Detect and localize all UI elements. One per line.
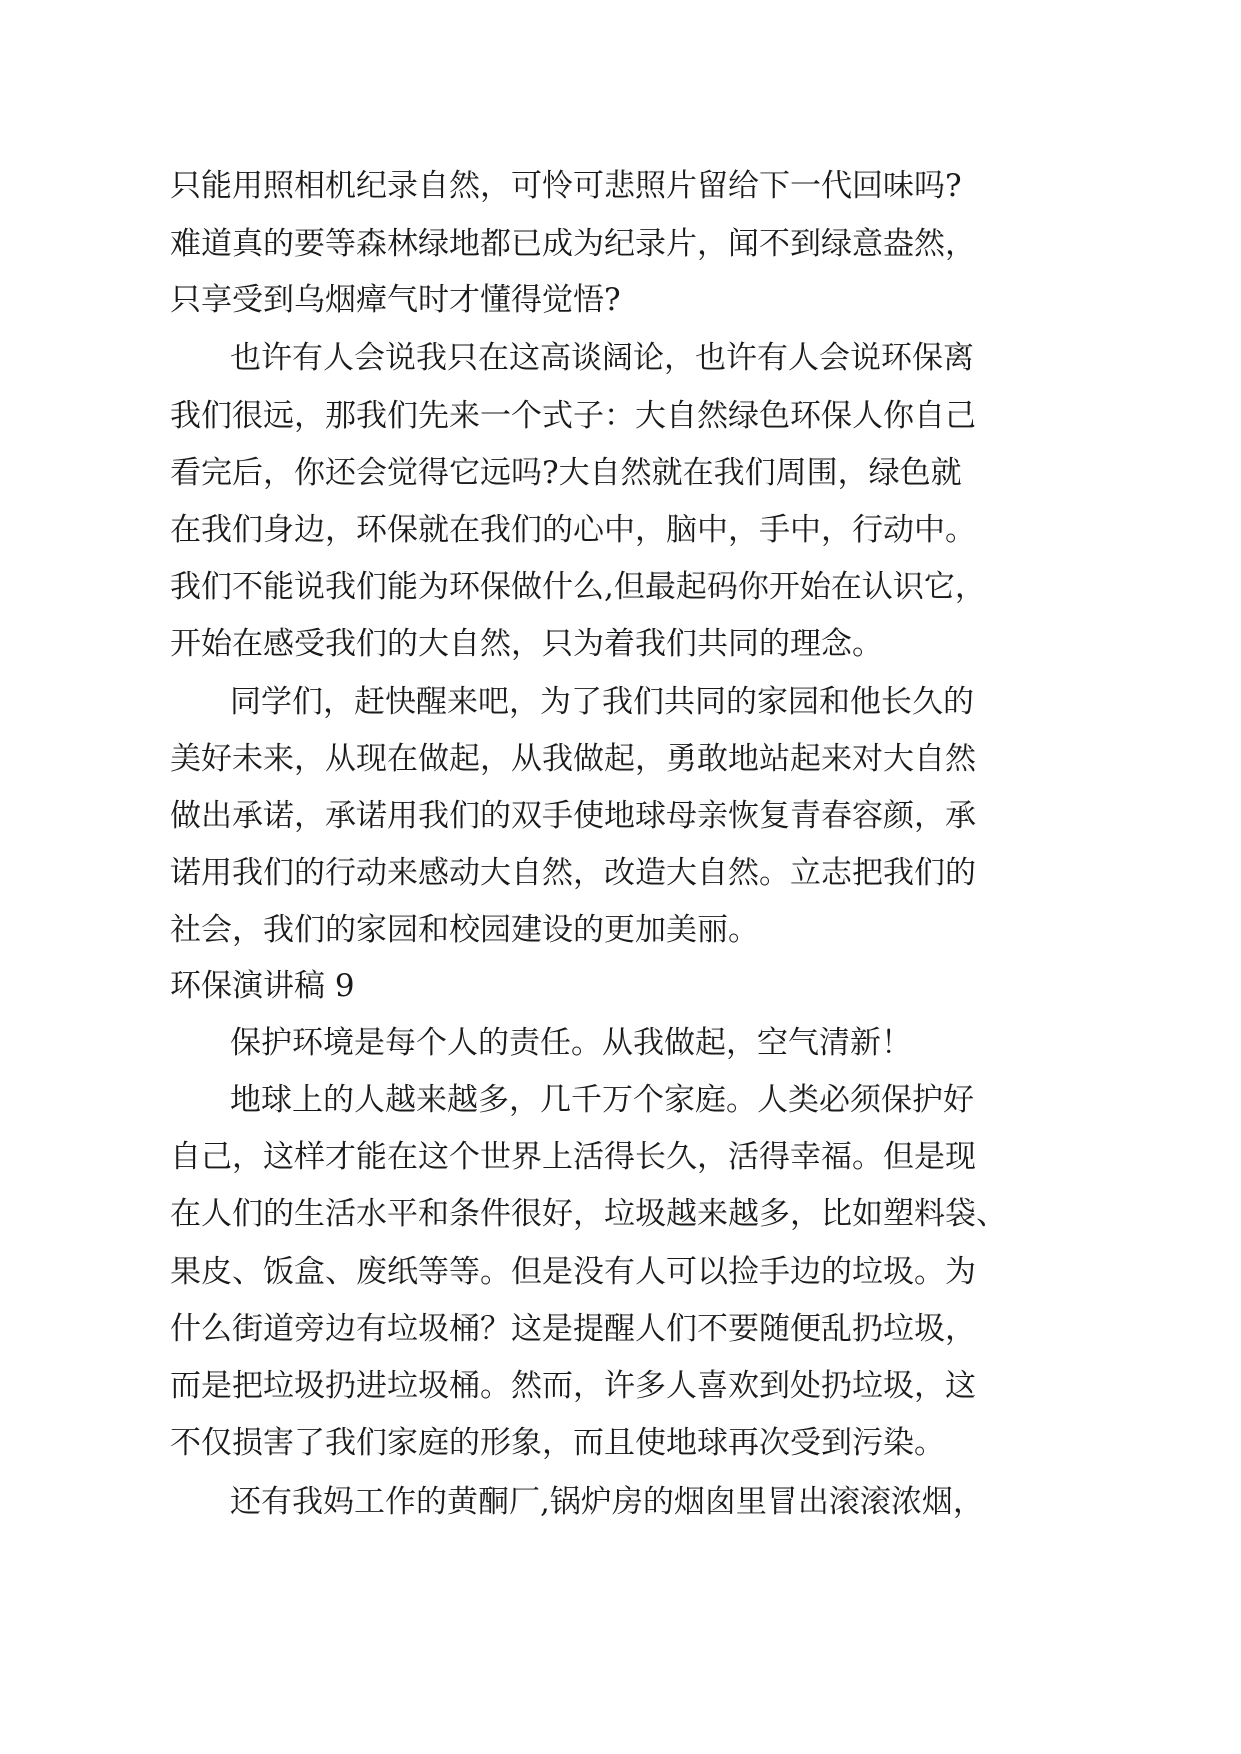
line-text: 我们很远，那我们先来一个式子：大自然绿色环保人你自己 <box>170 398 976 434</box>
text-line <box>0 1013 1241 1073</box>
line-text: 只能用照相机纪录自然，可怜可悲照片留给下一代回味吗? <box>170 168 962 204</box>
line-text: 美好未来，从现在做起，从我做起，勇敢地站起来对大自然 <box>170 741 976 777</box>
text-line <box>0 270 1241 330</box>
line-text: 只享受到乌烟瘴气时才懂得觉悟? <box>170 282 621 318</box>
text-line <box>0 156 1241 216</box>
line-text: 自己，这样才能在这个世界上活得长久，活得幸福。但是现 <box>170 1139 976 1175</box>
line-text: 而是把垃圾扔进垃圾桶。然而，许多人喜欢到处扔垃圾，这 <box>170 1368 976 1404</box>
line-text: 果皮、饭盒、废纸等等。但是没有人可以捡手边的垃圾。为 <box>170 1254 976 1290</box>
text-line <box>0 386 1241 446</box>
text-line <box>0 786 1241 846</box>
line-text: 看完后，你还会觉得它远吗?大自然就在我们周围，绿色就 <box>170 455 962 491</box>
text-line <box>0 443 1241 503</box>
line-text: 做出承诺，承诺用我们的双手使地球母亲恢复青春容颜，承 <box>170 798 976 834</box>
text-line <box>0 328 1241 388</box>
heading-text: 环保演讲稿 9 <box>170 968 355 1004</box>
text-line <box>0 900 1241 960</box>
text-line <box>0 614 1241 674</box>
text-line <box>0 1472 1241 1532</box>
text-line <box>0 1242 1241 1302</box>
text-line <box>0 500 1241 560</box>
line-text: 在我们身边，环保就在我们的心中，脑中，手中，行动中。 <box>170 512 976 548</box>
text-line <box>0 1356 1241 1416</box>
line-text: 开始在感受我们的大自然，只为着我们共同的理念。 <box>170 626 883 662</box>
text-line <box>0 1070 1241 1130</box>
text-line <box>0 843 1241 903</box>
line-text: 同学们，赶快醒来吧，为了我们共同的家园和他长久的 <box>230 684 974 720</box>
text-line <box>0 1413 1241 1473</box>
line-text: 诺用我们的行动来感动大自然，改造大自然。立志把我们的 <box>170 855 976 891</box>
section-heading <box>0 956 1241 1016</box>
line-text: 我们不能说我们能为环保做什么,但最起码你开始在认识它， <box>170 569 986 605</box>
text-line <box>0 1127 1241 1187</box>
line-text: 什么街道旁边有垃圾桶？这是提醒人们不要随便乱扔垃圾， <box>170 1311 976 1347</box>
text-line <box>0 1184 1241 1244</box>
line-text: 难道真的要等森林绿地都已成为纪录片，闻不到绿意盎然， <box>170 226 976 262</box>
line-text: 还有我妈工作的黄酮厂,锅炉房的烟囱里冒出滚滚浓烟， <box>230 1484 984 1520</box>
text-line <box>0 214 1241 274</box>
text-line <box>0 557 1241 617</box>
line-text: 社会，我们的家园和校园建设的更加美丽。 <box>170 912 759 948</box>
line-text: 保护环境是每个人的责任。从我做起，空气清新！ <box>230 1025 912 1061</box>
line-text: 不仅损害了我们家庭的形象，而且使地球再次受到污染。 <box>170 1425 945 1461</box>
text-line <box>0 729 1241 789</box>
line-text: 地球上的人越来越多，几千万个家庭。人类必须保护好 <box>230 1082 974 1118</box>
line-text: 也许有人会说我只在这高谈阔论，也许有人会说环保离 <box>230 340 974 376</box>
line-text: 在人们的生活水平和条件很好，垃圾越来越多，比如塑料袋、 <box>170 1196 1007 1232</box>
text-line <box>0 672 1241 732</box>
text-line <box>0 1299 1241 1359</box>
